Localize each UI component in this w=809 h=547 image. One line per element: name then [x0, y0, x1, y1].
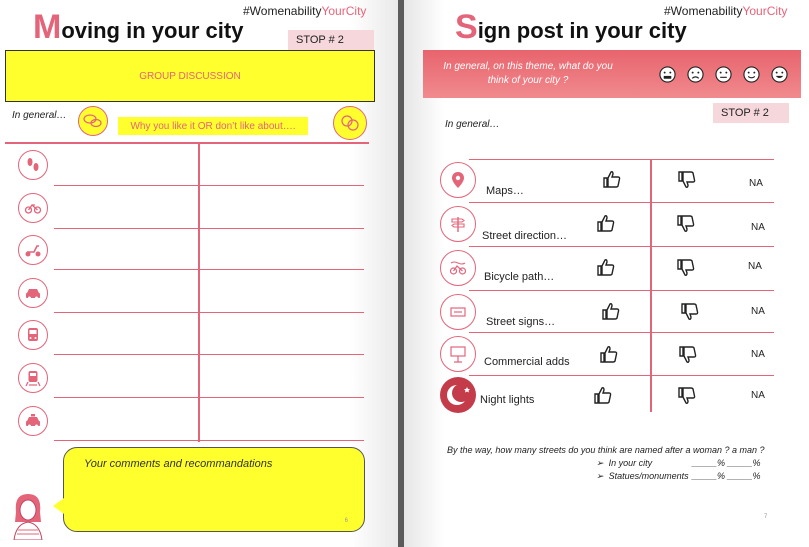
na-option[interactable]: NA	[751, 306, 765, 317]
very-unhappy-face-icon[interactable]	[659, 66, 676, 83]
bicycle-icon	[18, 193, 48, 223]
car-icon	[18, 278, 48, 308]
thumbs-up-icon[interactable]	[602, 169, 622, 189]
train-icon	[18, 363, 48, 393]
page-title: Sign post in your city	[455, 8, 687, 46]
row-line	[469, 375, 774, 376]
taxi-icon	[18, 406, 48, 436]
discussion-icon	[333, 106, 367, 140]
speech-tail	[53, 498, 64, 514]
scooter-icon	[18, 235, 48, 265]
group-discussion-banner	[5, 50, 375, 102]
moon-icon	[440, 377, 476, 413]
item-label: Bicycle path…	[484, 271, 555, 283]
smiley-scale	[659, 66, 788, 83]
chat-bubbles-icon	[78, 106, 108, 136]
thumbs-up-icon[interactable]	[601, 301, 621, 321]
na-option[interactable]: NA	[751, 390, 765, 401]
page-title: Moving in your city	[33, 8, 244, 46]
bus-icon	[18, 320, 48, 350]
city-blanks[interactable]: _____% _____%	[692, 458, 761, 468]
billboard-icon	[440, 336, 476, 372]
comments-label: Your comments and recommandations	[84, 458, 273, 470]
thumbs-down-icon[interactable]	[680, 302, 700, 322]
page-number: 7	[764, 514, 768, 520]
row-line	[54, 185, 364, 186]
city-stat-row	[596, 458, 761, 469]
why-prompt-box	[118, 117, 308, 135]
item-label: Street direction…	[482, 230, 567, 242]
row-line	[469, 290, 774, 291]
left-page	[0, 0, 398, 547]
row-line	[54, 269, 364, 270]
thumbs-down-icon[interactable]	[677, 386, 697, 406]
footsteps-icon	[18, 150, 48, 180]
thumbs-up-icon[interactable]	[599, 344, 619, 364]
why-prompt: Why you like it OR don’t like about….	[130, 120, 296, 132]
na-option[interactable]: NA	[749, 178, 763, 189]
in-general-label: In general…	[12, 110, 67, 121]
neutral-face-icon[interactable]	[715, 66, 732, 83]
very-happy-face-icon[interactable]	[771, 66, 788, 83]
item-label: Street signs…	[486, 316, 556, 328]
hashtag: #WomenabilityYourCity	[243, 4, 367, 18]
row-line	[54, 228, 364, 229]
na-option[interactable]: NA	[751, 349, 765, 360]
hashtag: #WomenabilityYourCity	[664, 4, 788, 18]
happy-face-icon[interactable]	[743, 66, 760, 83]
thumbs-down-icon[interactable]	[678, 345, 698, 365]
row-line	[54, 354, 364, 355]
in-your-city-label: In your city	[608, 458, 653, 468]
thumbs-up-icon[interactable]	[593, 385, 613, 405]
in-general-label: In general…	[445, 119, 500, 130]
thumbs-down-icon[interactable]	[676, 258, 696, 278]
thumbs-up-icon[interactable]	[596, 257, 616, 277]
item-label: Night lights	[480, 394, 535, 406]
rating-banner	[423, 50, 801, 98]
bicycle-icon	[440, 250, 476, 286]
thumbs-down-icon[interactable]	[677, 170, 697, 190]
thumbs-up-icon[interactable]	[596, 213, 616, 233]
statues-blanks[interactable]: _____% _____%	[692, 471, 761, 481]
comments-box[interactable]	[63, 447, 365, 532]
grid-top-line	[469, 159, 774, 160]
rating-question: In general, on this theme, what do you think of your city ?	[443, 61, 613, 86]
statues-stat-row	[596, 471, 761, 482]
table-top-line	[5, 142, 369, 144]
stop-badge: STOP # 2	[713, 103, 789, 123]
item-label: Commercial adds	[484, 356, 570, 368]
row-line	[54, 397, 364, 398]
row-line	[54, 440, 364, 441]
arrow-icon: ➢	[596, 471, 604, 481]
signpost-icon	[440, 206, 476, 242]
row-line	[54, 312, 364, 313]
thumbs-down-icon[interactable]	[676, 214, 696, 234]
woman-avatar-icon	[8, 490, 48, 540]
group-discussion-label: GROUP DISCUSSION	[139, 70, 241, 82]
right-page	[404, 0, 809, 547]
row-line	[469, 202, 774, 203]
unhappy-face-icon[interactable]	[687, 66, 704, 83]
street-sign-icon	[440, 294, 476, 330]
stop-badge: STOP # 2	[288, 30, 374, 50]
map-pin-icon	[440, 162, 476, 198]
page-number: 6	[344, 518, 348, 524]
na-option[interactable]: NA	[748, 261, 762, 272]
na-option[interactable]: NA	[751, 222, 765, 233]
arrow-icon: ➢	[596, 458, 604, 468]
row-line	[469, 332, 774, 333]
statues-label: Statues/monuments	[608, 471, 689, 481]
streets-question: By the way, how many streets do you think are named after a woman ? a man ?	[447, 445, 765, 455]
row-line	[469, 246, 774, 247]
item-label: Maps…	[486, 185, 524, 197]
